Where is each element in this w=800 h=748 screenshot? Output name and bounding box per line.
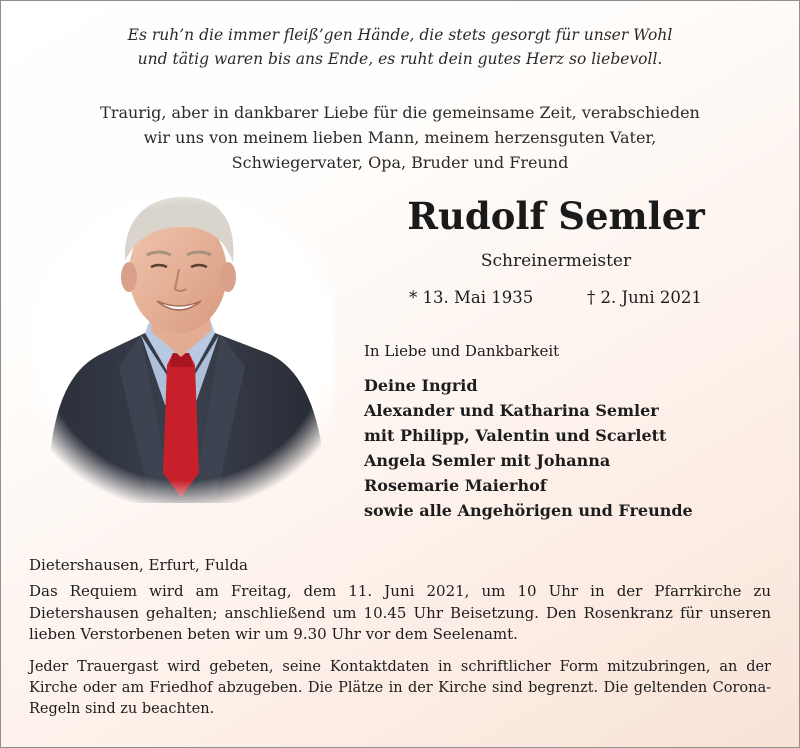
deceased-profession: Schreinermeister xyxy=(480,251,632,271)
closing-phrase: In Liebe und Dankbarkeit xyxy=(364,342,560,360)
intro-line: wir uns von meinem lieben Mann, meinem herzensguten Vater, xyxy=(143,128,657,147)
family-locations: Dietershausen, Erfurt, Fulda xyxy=(29,556,248,574)
mourner-entry: Alexander und Katharina Semler xyxy=(364,401,659,420)
intro-line: Traurig, aber in dankbarer Liebe für die gemeinsame Zeit, verabschieden xyxy=(100,103,700,122)
corona-notice: Jeder Trauergast wird gebeten, seine Kontaktdaten in schriftlicher Form mitzubringen, an der Kirche oder am Friedhof abzugeben. Die Plätze in der Kirche sind begrenzt. Die geltenden Corona-Regeln sind zu beachten. xyxy=(29,659,771,717)
mourners-list xyxy=(364,373,693,523)
mourner-entry: Angela Semler mit Johanna xyxy=(364,451,611,470)
poem xyxy=(1,23,799,71)
intro-line: Schwiegervater, Opa, Bruder und Freund xyxy=(231,153,569,172)
portrait-photo xyxy=(33,185,335,503)
intro-text xyxy=(1,100,799,175)
poem-line: und tätig waren bis ans Ende, es ruht dein gutes Herz so liebevoll. xyxy=(137,50,663,68)
mourner-entry: sowie alle Angehörigen und Freunde xyxy=(364,501,693,520)
requiem-info: Das Requiem wird am Freitag, dem 11. Juni 2021, um 10 Uhr in der Pfarrkirche zu Dietershausen gehalten; anschließend um 10.45 Uhr Beisetzung. Den Rosenkranz für unseren lieben Verstorbenen beten wir um 9.30 Uhr vor dem Seelenamt. xyxy=(29,582,771,643)
poem-line: Es ruh’n die immer fleiß’gen Hände, die stets gesorgt für unser Wohl xyxy=(127,26,673,44)
mourner-entry: Deine Ingrid xyxy=(364,376,478,395)
mourner-entry: mit Philipp, Valentin und Scarlett xyxy=(364,426,667,445)
mourner-entry: Rosemarie Maierhof xyxy=(364,476,547,495)
death-date: † 2. Juni 2021 xyxy=(587,288,702,307)
tie xyxy=(163,353,199,497)
birth-date: * 13. Mai 1935 xyxy=(409,288,534,307)
deceased-name: Rudolf Semler xyxy=(407,194,705,238)
